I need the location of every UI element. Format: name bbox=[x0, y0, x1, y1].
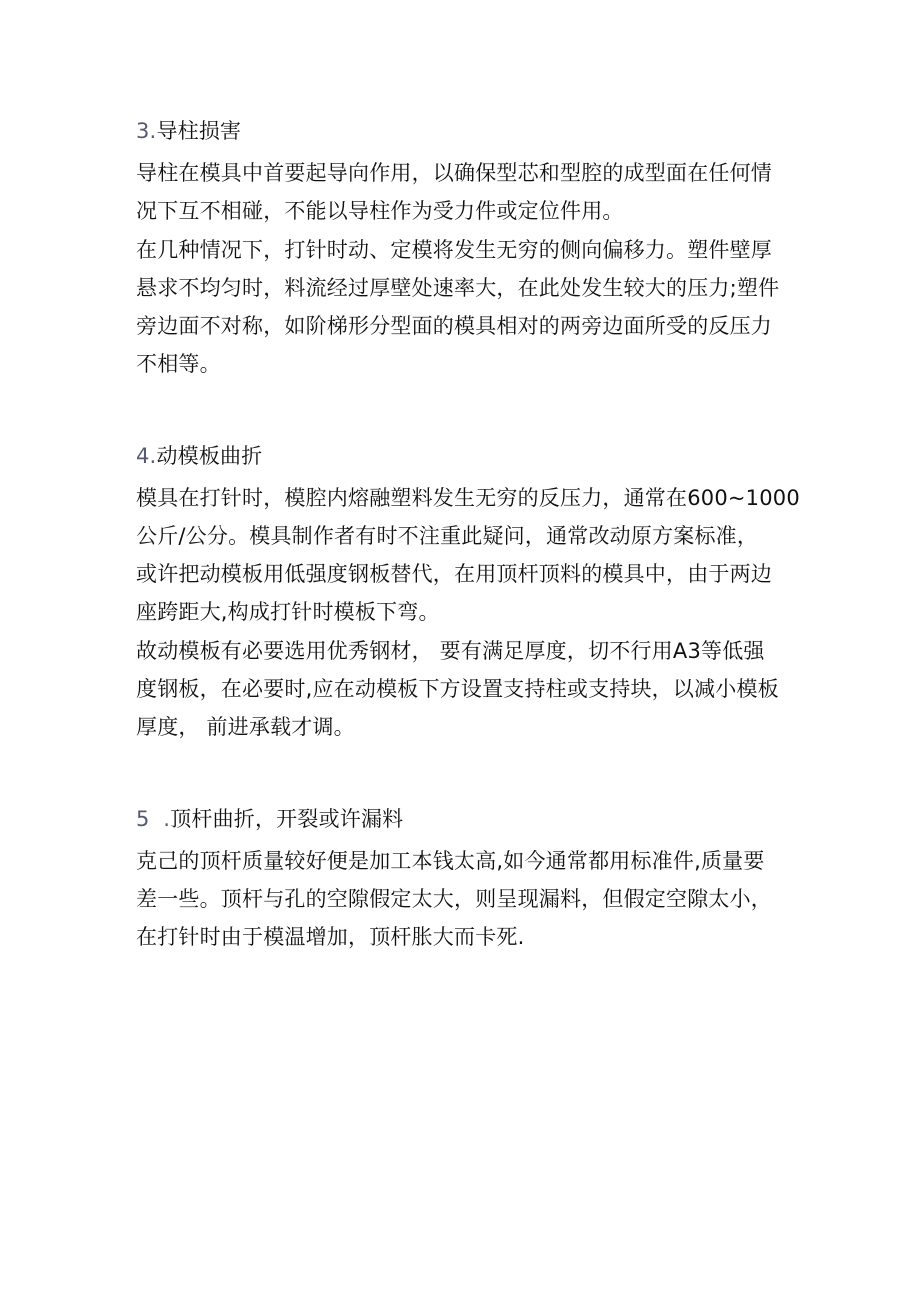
text-line: 差一些。顶杆与孔的空隙假定太大，则呈现漏料，但假定空隙太小， bbox=[136, 887, 772, 911]
paragraph bbox=[136, 842, 788, 956]
text-line: 不相等。 bbox=[136, 352, 221, 376]
section-heading bbox=[136, 437, 788, 475]
text-line: 厚度， 前进承载才调。 bbox=[136, 715, 355, 739]
text-line: 座跨距大,构成打针时模板下弯。 bbox=[136, 600, 440, 624]
text-line: 在几种情况下，打针时动、定模将发生无穷的侧向偏移力。塑件壁厚 bbox=[136, 238, 772, 262]
section-number: 3. bbox=[136, 119, 157, 143]
document-page bbox=[136, 112, 800, 956]
section-number: 5 . bbox=[136, 807, 171, 831]
text-line: 克己的顶杆质量较好便是加工本钱太高,如今通常都用标准件,质量要 bbox=[136, 849, 765, 873]
section-title: 顶杆曲折，开裂或许漏料 bbox=[170, 807, 404, 831]
section-heading bbox=[136, 800, 788, 838]
paragraph bbox=[136, 479, 800, 631]
paragraph bbox=[136, 231, 788, 383]
section-title: 导柱损害 bbox=[156, 119, 242, 143]
section-ejector-pin-issues bbox=[136, 800, 788, 956]
text-line: 或许把动模板用低强度钢板替代，在用顶杆顶料的模具中，由于两边 bbox=[136, 562, 772, 586]
section-guide-pillar-damage bbox=[136, 112, 788, 383]
paragraph bbox=[136, 632, 788, 746]
text-line: 导柱在模具中首要起导向作用，以确保型芯和型腔的成型面在任何情 bbox=[136, 161, 772, 185]
section-title: 动模板曲折 bbox=[156, 444, 263, 468]
text-line: 模具在打针时，模腔内熔融塑料发生无穷的反压力，通常在600~1000 bbox=[136, 486, 800, 510]
section-number: 4. bbox=[136, 444, 157, 468]
text-line: 况下互不相碰，不能以导柱作为受力件或定位件用。 bbox=[136, 199, 624, 223]
text-line: 在打针时由于模温增加，顶杆胀大而卡死. bbox=[136, 925, 525, 949]
section-moving-plate-bending bbox=[136, 437, 800, 746]
text-line: 故动模板有必要选用优秀钢材， 要有满足厚度，切不行用A3等低强 bbox=[136, 639, 765, 663]
text-line: 度钢板，在必要时,应在动模板下方设置支持柱或支持块，以减小模板 bbox=[136, 677, 779, 701]
text-line: 悬求不均匀时，料流经过厚壁处速率大，在此处发生较大的压力;塑件 bbox=[136, 276, 780, 300]
paragraph bbox=[136, 154, 788, 230]
text-line: 旁边面不对称，如阶梯形分型面的模具相对的两旁边面所受的反压力 bbox=[136, 314, 772, 338]
text-line: 公斤/公分。模具制作者有时不注重此疑问，通常改动原方案标准， bbox=[136, 524, 759, 548]
section-heading bbox=[136, 112, 788, 150]
